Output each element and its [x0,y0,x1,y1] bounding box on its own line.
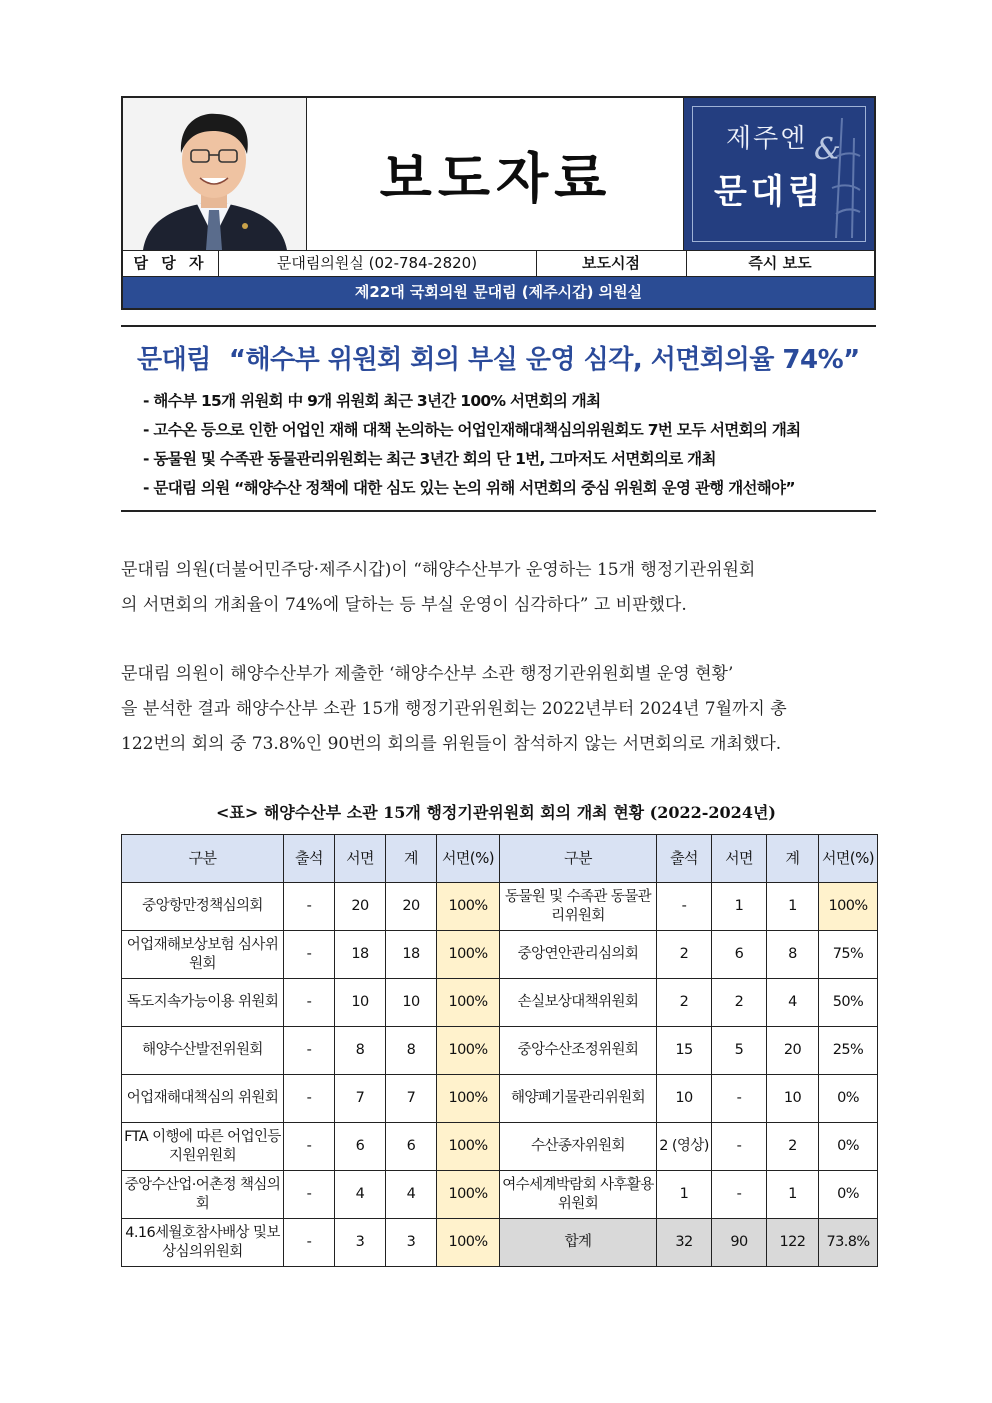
col-header: 출석 [657,835,712,883]
committee-name: 어업재해보상보험 심사위원회 [122,931,284,979]
summary-bullet: - 동물원 및 수족관 동물관리위원회는 최근 3년간 회의 단 1번, 그마저도 서면회의로 개최 [143,450,716,468]
written-count: 1 [712,883,767,931]
release-value: 즉시 보도 [748,254,812,272]
committee-name: 어업재해대책심의 위원회 [122,1075,284,1123]
committee-name: 해양폐기물관리위원회 [500,1075,657,1123]
table-title: <표> 해양수산부 소관 15개 행정기관위원회 회의 개최 현황 (2022-2024년) [216,803,776,822]
table-row [122,1219,878,1267]
written-percent: 100% [819,883,878,931]
committee-name: 중앙수산조정위원회 [500,1027,657,1075]
committee-table [121,834,878,1267]
summary-bullets [143,387,800,503]
logo-line2: 문대림 [714,172,825,212]
committee-name: 손실보상대책위원회 [500,979,657,1027]
total-percent: 73.8% [819,1219,878,1267]
written-count: 4 [335,1171,386,1219]
written-percent: 100% [437,1027,500,1075]
col-header: 구분 [500,835,657,883]
total-attended: 32 [657,1219,712,1267]
attended-count: - [284,1027,335,1075]
written-count: 6 [712,931,767,979]
written-percent: 0% [819,1075,878,1123]
written-count: 8 [335,1027,386,1075]
body-line: 문대림 의원(더불어민주당·제주시갑)이 “해양수산부가 운영하는 15개 행정기관위원회 [121,560,756,580]
table-row [122,931,878,979]
press-release-title: 보도자료 [379,146,613,210]
attended-count: - [657,883,712,931]
total-count: 1 [767,1171,819,1219]
col-header: 출석 [284,835,335,883]
attended-count: 10 [657,1075,712,1123]
written-count: - [712,1123,767,1171]
total-count: 4 [767,979,819,1027]
headline-quote: “해수부 위원회 회의 부실 운영 심각, 서면회의율 74%” [228,345,860,375]
total-written: 90 [712,1219,767,1267]
written-percent: 100% [437,883,500,931]
contact-label: 담 당 자 [123,250,219,276]
jeju-logo [683,98,874,250]
written-count: - [712,1075,767,1123]
header-top-row [123,98,874,251]
written-percent: 100% [437,1075,500,1123]
table-row [122,979,878,1027]
written-count: 5 [712,1027,767,1075]
attended-count: 2 [657,931,712,979]
committee-name: 4.16세월호참사배상 및보상심의위원회 [122,1219,284,1267]
col-header: 서면 [335,835,386,883]
body-paragraph-2 [121,657,876,762]
lawmaker-photo [123,98,307,250]
written-percent: 0% [819,1123,878,1171]
written-count: 10 [335,979,386,1027]
written-percent: 100% [437,1123,500,1171]
contact-row [123,250,874,277]
committee-name: FTA 이행에 따른 어업인등 지원위원회 [122,1123,284,1171]
headline [137,339,860,376]
attended-count: - [284,1123,335,1171]
total-count: 10 [386,979,437,1027]
col-header: 구분 [122,835,284,883]
written-percent: 100% [437,979,500,1027]
written-percent: 75% [819,931,878,979]
committee-name: 해양수산발전위원회 [122,1027,284,1075]
table-row [122,1171,878,1219]
committee-name: 중앙수산업·어촌정 책심의회 [122,1171,284,1219]
attended-count: - [284,931,335,979]
committee-name: 독도지속가능이용 위원회 [122,979,284,1027]
press-header [121,96,876,310]
table-row [122,1123,878,1171]
col-header: 서면(%) [819,835,878,883]
committee-name: 수산종자위원회 [500,1123,657,1171]
total-count: 20 [767,1027,819,1075]
body-line: 문대림 의원이 해양수산부가 제출한 ‘해양수산부 소관 행정기관위원회별 운영 현황’ [121,664,734,684]
total-count: 1 [767,883,819,931]
attended-count: - [284,883,335,931]
written-count: 18 [335,931,386,979]
body-line: 의 서면회의 개최율이 74%에 달하는 등 부실 운영이 심각하다” 고 비판했다. [121,595,687,615]
committee-name: 동물원 및 수족관 동물관리위원회 [500,883,657,931]
total-count: 8 [386,1027,437,1075]
written-count: - [712,1171,767,1219]
portrait-image [123,98,306,250]
total-count: 3 [386,1219,437,1267]
total-sum: 122 [767,1219,819,1267]
table-row [122,1075,878,1123]
summary-bullet: - 고수온 등으로 인한 어업인 재해 대책 논의하는 어업인재해대책심의위원회도 7번 모두 서면회의 개최 [143,421,801,439]
written-percent: 25% [819,1027,878,1075]
written-count: 7 [335,1075,386,1123]
written-percent: 0% [819,1171,878,1219]
attended-count: 15 [657,1027,712,1075]
written-percent: 100% [437,931,500,979]
total-count: 10 [767,1075,819,1123]
headline-box [121,325,876,512]
attended-count: - [284,1219,335,1267]
release-label: 보도시점 [536,250,687,276]
written-count: 3 [335,1219,386,1267]
total-count: 18 [386,931,437,979]
body-line: 을 분석한 결과 해양수산부 소관 15개 행정기관위원회는 2022년부터 2024년 7월까지 총 [121,699,787,719]
total-label: 합계 [500,1219,657,1267]
committee-name: 중앙항만정책심의회 [122,883,284,931]
attended-count: - [284,1171,335,1219]
attended-count: 2 [657,979,712,1027]
body-paragraph-1 [121,553,876,623]
attended-count: 2 (영상) [657,1123,712,1171]
table-row [122,1027,878,1075]
col-header: 계 [767,835,819,883]
logo-ampersand: & [814,132,841,167]
total-count: 6 [386,1123,437,1171]
body-line: 122번의 회의 중 73.8%인 90번의 회의를 위원들이 참석하지 않는 서면회의로 개최했다. [121,734,782,754]
col-header: 서면 [712,835,767,883]
summary-bullet: - 해수부 15개 위원회 中 9개 위원회 최근 3년간 100% 서면회의 개최 [143,392,601,410]
table-row [122,883,878,931]
summary-bullet: - 문대림 의원 “해양수산 정책에 대한 심도 있는 논의 위해 서면회의 중심 위원회 운영 관행 개선해야” [143,479,795,497]
total-count: 8 [767,931,819,979]
written-percent: 50% [819,979,878,1027]
total-count: 2 [767,1123,819,1171]
col-header: 서면(%) [437,835,500,883]
attended-count: - [284,979,335,1027]
written-count: 20 [335,883,386,931]
headline-name: 문대림 [137,345,211,375]
office-band: 제22대 국회의원 문대림 (제주시갑) 의원실 [123,277,874,308]
total-count: 20 [386,883,437,931]
written-percent: 100% [437,1171,500,1219]
total-count: 4 [386,1171,437,1219]
committee-name: 여수세계박람회 사후활용위원회 [500,1171,657,1219]
written-count: 2 [712,979,767,1027]
committee-name: 중앙연안관리심의회 [500,931,657,979]
table-header-row [122,835,878,883]
contact-value: 문대림의원실 (02-784-2820) [218,250,537,276]
attended-count: - [284,1075,335,1123]
col-header: 계 [386,835,437,883]
attended-count: 1 [657,1171,712,1219]
logo-line1: 제주엔 [726,124,808,154]
written-percent: 100% [437,1219,500,1267]
total-count: 7 [386,1075,437,1123]
written-count: 6 [335,1123,386,1171]
press-release-title-cell [306,98,686,250]
